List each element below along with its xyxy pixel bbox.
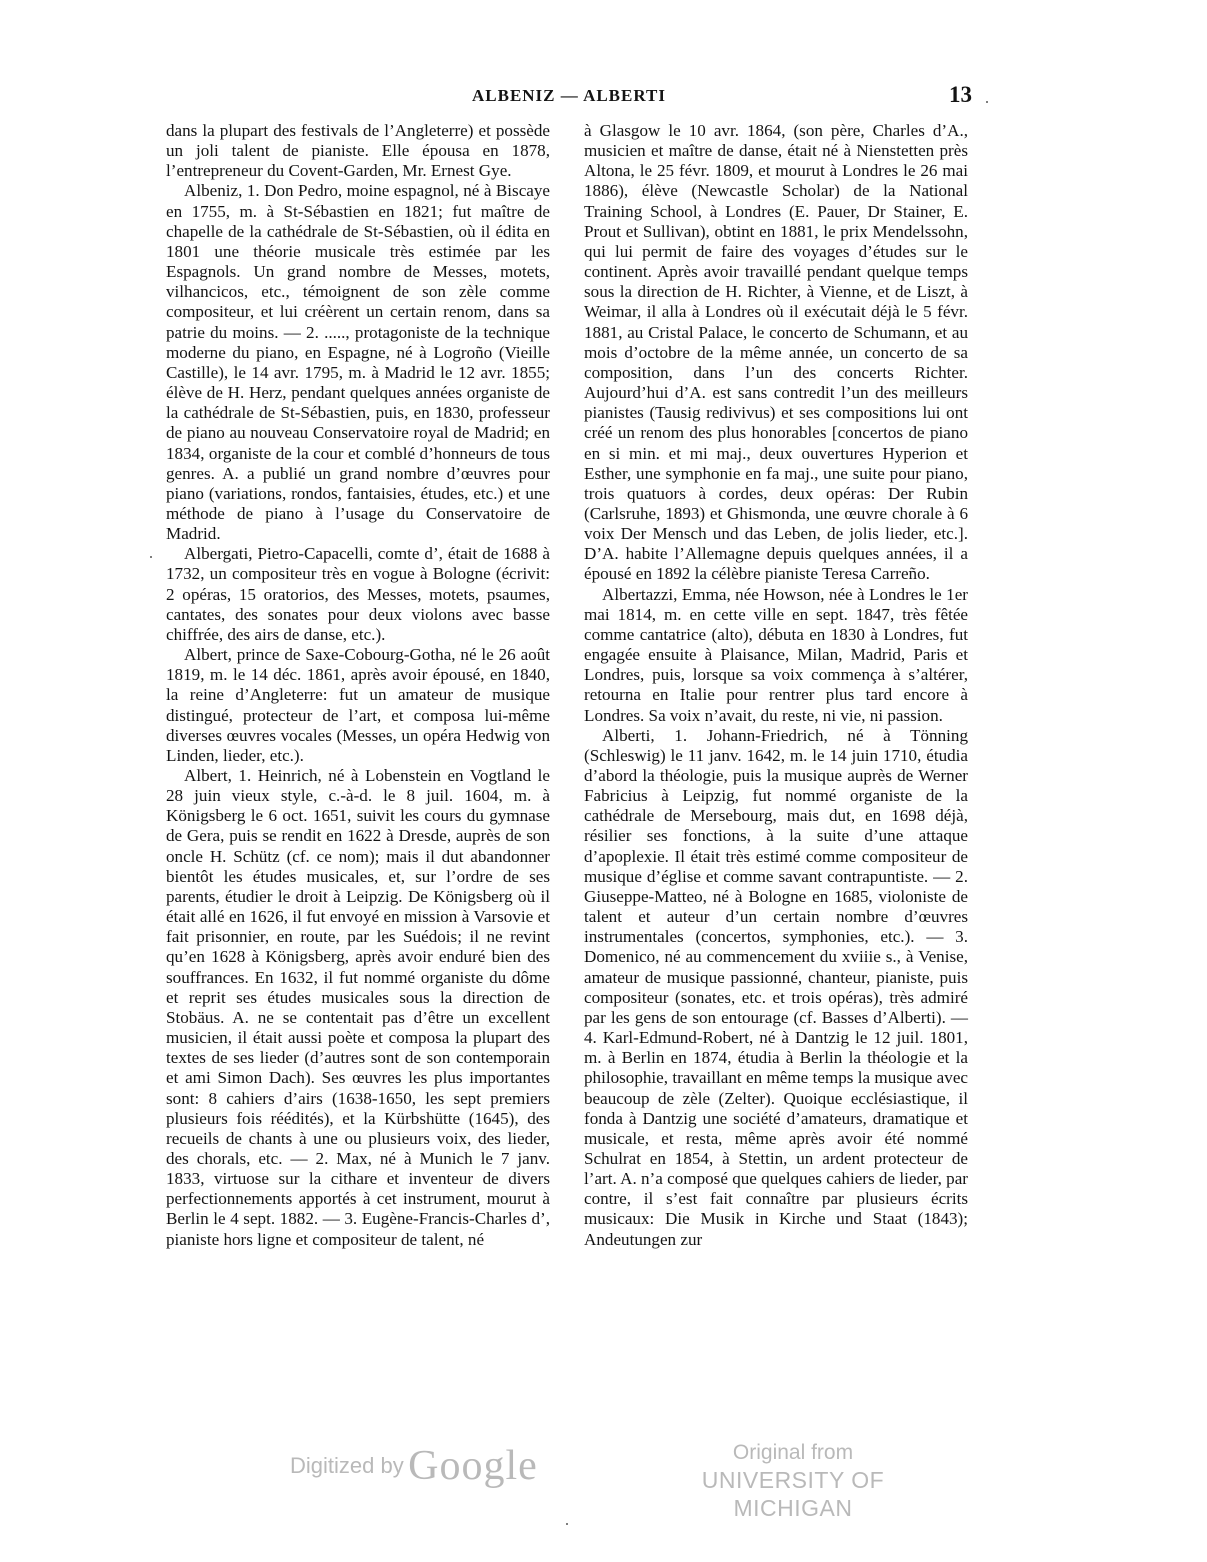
scan-speck <box>566 1523 568 1525</box>
original-from-mark <box>668 1440 918 1522</box>
entry-albert: Albert, 1. Heinrich, né à Lobenstein en Vogtland le 28 juin vieux style, c.-à-d. le 8 juil. 1604, m. à Königsberg le 6 oct. 1651, suivit les cours du gymnase de Gera, puis se rendit en 1622 à Dresde, auprès de son oncle H. Schütz (cf. ce nom); mais il dut abandonner bientôt les études musicales, et, sur l’ordre de ses parents, étudier le droit à Leipzig. De Königsberg où il était allé en 1626, il fut envoyé en mission à Varsovie et fait prisonnier, en route, par les Suédois; il ne revint qu’en 1628 à Königsberg, après avoir enduré bien des souffrances. En 1632, il fut nommé organiste du dôme et reprit ses études musicales sous la direction de Stobäus. A. ne se contentait pas d’être un excellent musicien, il était aussi poète et composa la plupart des textes de ses lieder (d’autres sont de son contemporain et ami Simon Dach). Ses œuvres les plus importantes sont: 8 cahiers d’airs (1638-1650, les sept premiers plusieurs fois réédités), et la Kürbshütte (1645), des recueils de chants à une ou plusieurs voix, des lieder, des chorals, etc. — 2. Max, né à Munich le 7 janv. 1833, virtuose sur la cithare et inventeur de divers perfectionnements apportés à cet instrument, mourut à Berlin le 4 sept. 1882. — 3. Eugène-Francis-Charles d’, pianiste hors ligne et compositeur de talent, né <box>166 766 550 1249</box>
page-number: 13 <box>949 82 972 107</box>
entry-albertazzi: Albertazzi, Emma, née Howson, née à Londres le 1er mai 1814, m. en cette ville en sept. 1847, très fêtée comme cantatrice (alto), débuta en 1830 à Londres, fut engagée ensuite à Plaisance, Milan, Madrid, Paris et Londres, puis, lorsque sa voix commença à s’altérer, retourna en Italie pour rentrer plus tard encore à Londres. Sa voix n’avait, du reste, ni vie, ni passion. <box>584 584 968 725</box>
google-wordmark: Google <box>408 1443 538 1489</box>
entry-continuation: dans la plupart des festivals de l’Angleterre) et possède un joli talent de pianiste. Elle épousa en 1878, l’entrepreneur du Covent-Garden, Mr. Ernest Gye. <box>166 121 550 181</box>
running-header <box>166 84 972 114</box>
original-from-label: Original from <box>732 1441 854 1464</box>
scan-speck <box>150 556 152 558</box>
right-column <box>584 121 968 1250</box>
entry-albergati: Albergati, Pietro-Capacelli, comte d’, était de 1688 à 1732, un compositeur très en vogue à Bologne (écrivit: 2 opéras, 15 oratorios, des Messes, motets, psaumes, cantates, des sonates pour deux violons avec basse chiffrée, des airs de danse, etc.). <box>166 544 550 644</box>
entry-albeniz: Albeniz, 1. Don Pedro, moine espagnol, né à Biscaye en 1755, m. à St-Sébastien en 1821; fut maître de chapelle de la cathédrale de St-Sébastien, où il édita en 1801 une théorie musicale très estimée par les Espagnols. Un grand nombre de Messes, motets, vilhancicos, etc., témoignent de son zèle comme compositeur, et lui créèrent un certain renom, dans sa patrie du moins. — 2. ....., protagoniste de la technique moderne du piano, en Espagne, né à Logroño (Vieille Castille), le 14 avr. 1795, m. à Madrid le 12 avr. 1855; élève de H. Herz, pendant quelques années organiste de la cathédrale de St-Sébastien, puis, en 1830, professeur de piano au nouveau Conservatoire royal de Madrid; en 1834, organiste de la cour et comblé d’honneurs de tous genres. A. a publié un grand nombre d’œuvres pour piano (variations, rondos, fantaisies, études, etc.) et une méthode de piano à l’usage du Conservatoire de Madrid. <box>166 181 550 544</box>
library-name: UNIVERSITY OF MICHIGAN <box>701 1467 885 1521</box>
entry-alberti: Alberti, 1. Johann-Friedrich, né à Tönning (Schleswig) le 11 janv. 1642, m. le 14 juin 1710, étudia d’abord la théologie, puis la musique auprès de Werner Fabricius à Leipzig, fut nommé organiste de la cathédrale de Mersebourg, mais dut, en 1698 déjà, résilier ses fonctions, à la suite d’une attaque d’apoplexie. Il était très estimé comme compositeur de musique d’église et comme savant contrapuntiste. — 2. Giuseppe-Matteo, né à Bologne en 1685, violoniste de talent et auteur d’un certain nombre d’œuvres instrumentales (concertos, symphonies, etc.). — 3. Domenico, né au commencement du xviiie s., à Venise, amateur de musique passionné, chanteur, pianiste, puis compositeur (sonates, etc. et trois opéras), très admiré par les gens de son entourage (cf. Basses d’Alberti). — 4. Karl-Edmund-Robert, né à Dantzig le 12 juil. 1801, m. à Berlin en 1874, étudia à Berlin la théologie et la philosophie, travaillant en même temps la musique avec beaucoup de zèle (Zelter). Quoique ecclésiastique, il fonda à Dantzig une société d’amateurs, dramatique et musicale, et resta, même après avoir été nommé Schulrat en 1854, à Stettin, un ardent protecteur de l’art. A. n’a composé que quelques cahiers de lieder, par contre, il s’est fait connaître par plusieurs écrits musicaux: Die Musik in Kirche und Staat (1843); Andeutungen zur <box>584 725 968 1249</box>
scan-speck <box>986 101 988 103</box>
digitization-watermark <box>0 1440 1207 1521</box>
entry-albert-continuation: à Glasgow le 10 avr. 1864, (son père, Charles d’A., musicien et maître de danse, était né à Nienstetten près Altona, le 25 févr. 1809, et mourut à Londres le 26 mai 1886), élève (Newcastle Scholar) de la National Training School, à Londres (E. Pauer, Dr Stainer, E. Prout et Sullivan), obtint en 1881, le prix Mendelssohn, qui lui permit de faire des voyages d’études sur le continent. Après avoir travaillé pendant quelque temps sous la direction de H. Richter, à Vienne, et de Liszt, à Weimar, il alla à Londres où il exécutait déjà le 5 févr. 1881, au Cristal Palace, le concerto de Schumann, et au mois d’octobre de la même année, un concerto de sa composition, dans l’un des concerts Richter. Aujourd’hui d’A. est sans contredit l’un des meilleurs pianistes (Tausig redivivus) et ses compositions lui ont créé un renom des plus honorables [concertos de piano en si min. et mi maj., deux ouvertures Hyperion et Esther, une symphonie en fa maj., une suite pour piano, trois quatuors à cordes, deux opéras: Der Rubin (Carlsruhe, 1893) et Ghismonda, une œuvre chorale à 6 voix Der Mensch und das Leben, de jolis lieder, etc.]. D’A. habite l’Allemagne depuis quelques années, il a épousé en 1892 la célèbre pianiste Teresa Carreño. <box>584 121 968 584</box>
left-column <box>166 121 550 1250</box>
digitized-by-label: Digitized by <box>290 1453 404 1478</box>
running-title: ALBENIZ — ALBERTI <box>471 86 666 105</box>
entry-albert-prince: Albert, prince de Saxe-Cobourg-Gotha, né le 26 août 1819, m. le 14 déc. 1861, après avoir épousé, en 1840, la reine d’Angleterre: fut un amateur de musique distingué, protecteur de l’art, et composa lui-même diverses œuvres vocales (Messes, un opéra Hedwig von Linden, lieder, etc.). <box>166 645 550 765</box>
digitized-by-google-mark <box>290 1442 538 1490</box>
